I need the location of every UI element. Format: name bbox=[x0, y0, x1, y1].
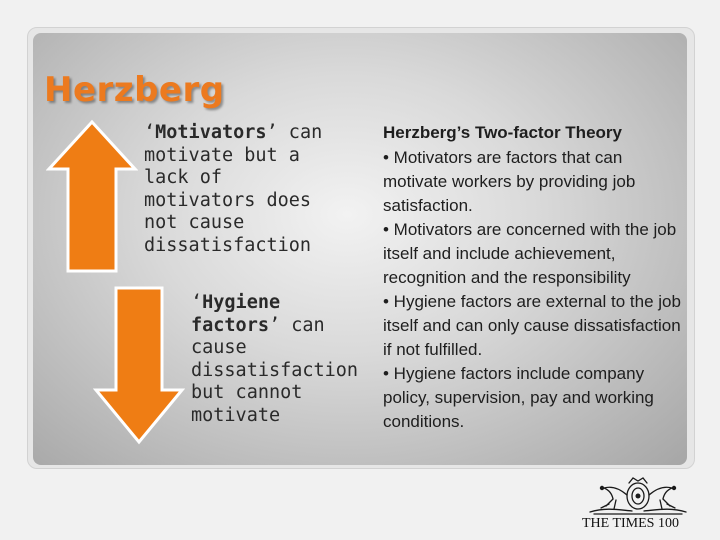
times-crest-logo bbox=[586, 474, 690, 516]
motivators-note: ‘Motivators’ can motivate but a lack of motivators does not cause dissatisfaction bbox=[144, 122, 323, 256]
theory-box bbox=[383, 122, 683, 434]
hygiene-term: Hygiene factors bbox=[191, 292, 281, 336]
theory-heading: Herzberg’s Two-factor Theory bbox=[383, 123, 622, 142]
hygiene-note: ‘Hygiene factors’ can cause dissatisfaction but cannot motivate bbox=[191, 292, 359, 426]
arrow-up-icon bbox=[46, 119, 138, 274]
arrow-down-icon bbox=[93, 285, 185, 445]
slide-title: Herzberg bbox=[44, 70, 225, 110]
theory-body: • Motivators are factors that can motivate workers by providing job satisfaction. • Motivators are concerned with the job itself and include achievement, recognition and the responsibility • Hygiene factors are external to the job itself and can only cause dissatisfaction if not fulfilled. • Hygiene factors include company policy, supervision, pay and working conditions. bbox=[383, 148, 681, 431]
times-100-logo-text: THE TIMES 100 bbox=[582, 516, 679, 531]
motivators-term: Motivators bbox=[155, 122, 267, 143]
